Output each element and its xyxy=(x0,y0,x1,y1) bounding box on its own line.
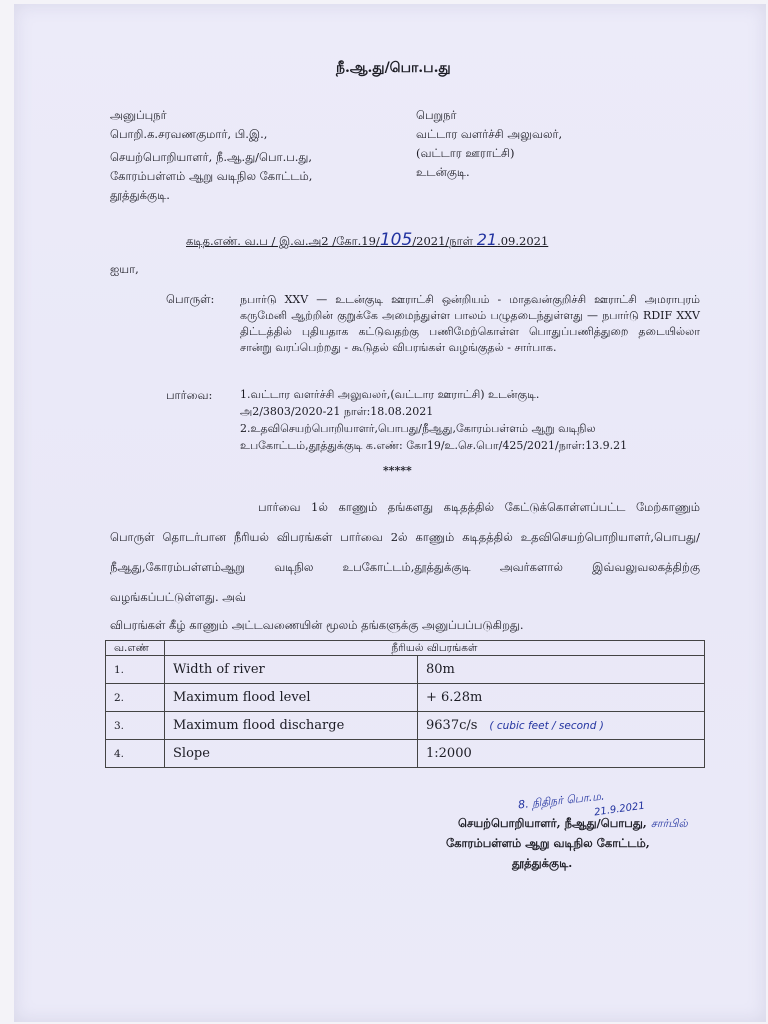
sender-line: கோரம்பள்ளம் ஆறு வடிநில கோட்டம், xyxy=(110,169,313,183)
recipient-block xyxy=(416,106,562,182)
references-block xyxy=(240,386,627,454)
handwritten-unit-note: ( cubic feet / second ) xyxy=(489,720,604,732)
handwritten-on-behalf: சார்பில் xyxy=(650,817,688,830)
recipient-line: (வட்டார ஊராட்சி) xyxy=(416,146,515,160)
row-value: 80m xyxy=(418,656,705,684)
body-paragraph: பார்வை 1ல் காணும் தங்களது கடிதத்தில் கேட்டுக்கொள்ளப்பட்ட மேற்காணும் பொருள் தொடர்பான நீரியல் விபரங்கள் பார்வை 2ல் காணும் கடிதத்தில் உதவிசெயற்பொறியாளர்,பொபது/நீஆது,கோரம்பள்ளம்ஆறு வடிநில உபகோட்டம்,தூத்துக்குடி அவர்களால் இவ்வலுவலகத்திற்கு வழங்கப்பட்டுள்ளது. அவ் xyxy=(110,500,700,604)
row-value: + 6.28m xyxy=(418,684,705,712)
subject-label: பொருள்: xyxy=(166,292,215,306)
row-number: 2. xyxy=(106,684,165,712)
handwritten-signature-date: 21.9.2021 xyxy=(593,800,646,819)
salutation: ஐயா, xyxy=(110,262,139,276)
body-line-2: விபரங்கள் கீழ் காணும் அட்டவணையின் மூலம் தங்களுக்கு அனுப்பப்படுகிறது. xyxy=(110,618,524,632)
reference-item: 2.உதவிசெயற்பொறியாளர்,பொபது/நீஆது,கோரம்பள்ளம் ஆறு வடிநில xyxy=(240,422,596,435)
header-details: நீரியல் விபரங்கள் xyxy=(165,641,705,656)
recipient-line: உடன்குடி. xyxy=(416,165,470,179)
sender-heading: அனுப்புநர் xyxy=(110,108,167,122)
references-label: பார்வை: xyxy=(166,388,213,402)
letterhead: நீ.ஆ.து/பொ.ப.து xyxy=(336,60,451,76)
handwritten-day: 21 xyxy=(476,230,498,249)
row-value: 9637c/s xyxy=(426,718,478,733)
table-row xyxy=(106,684,705,712)
row-number: 1. xyxy=(106,656,165,684)
row-number: 4. xyxy=(106,740,165,768)
subject-text: நபார்டு XXV — உடன்குடி ஊராட்சி ஒன்றியம் - மாதவன்குறிச்சி ஊராட்சி அமராபுரம் கருமேனி ஆற்றின் குறுக்கே அமைந்துள்ள பாலம் பழுதடைந்துள்ளது — நபார்டு RDIF XXV திட்டத்தில் புதியதாக கட்டுவதற்கு பணிமேற்கொள்ள பொதுப்பணித்துறை தடையில்லா சான்று வரப்பெற்றது - கூடுதல் விபரங்கள் வழங்குதல் - சார்பாக. xyxy=(240,293,700,354)
separator: ***** xyxy=(383,464,412,477)
reference-suffix: .09.2021 xyxy=(497,234,549,248)
sender-line: செயற்பொறியாளர், நீ.ஆ.து/பொ.ப.து, xyxy=(110,150,313,164)
recipient-heading: பெறுநர் xyxy=(416,108,457,122)
signatory-office: கோரம்பள்ளம் ஆறு வடிநில கோட்டம், xyxy=(446,836,650,850)
row-item: Width of river xyxy=(165,656,418,684)
signatory-title xyxy=(458,816,688,832)
reference-item: உபகோட்டம்,தூத்துக்குடி க.எண்: கோ19/உ.செ.பொ/425/2021/நாள்:13.9.21 xyxy=(240,439,628,452)
sender-line: தூத்துக்குடி. xyxy=(110,188,170,202)
reference-item: அ2/3803/2020-21 நாள்:18.08.2021 xyxy=(240,405,434,418)
table-row xyxy=(106,740,705,768)
reference-item: 1.வட்டார வளர்ச்சி அலுவலர்,(வட்டார ஊராட்சி) உடன்குடி. xyxy=(240,388,540,401)
handwritten-signature: 8. நிதிநர் பொ.ம. xyxy=(517,789,606,812)
reference-prefix: கடித.எண். வ.ப / இ.வ.அ2 /கோ.19/ xyxy=(186,234,380,248)
signatory-title-text: செயற்பொறியாளர், நீஆது/பொபது, xyxy=(458,816,647,830)
handwritten-reference-number: 105 xyxy=(379,230,413,250)
header-serial: வ.எண் xyxy=(106,641,165,656)
row-item: Maximum flood level xyxy=(165,684,418,712)
sender-block xyxy=(110,106,312,205)
table-row xyxy=(106,712,705,740)
table-row xyxy=(106,656,705,684)
row-value: 1:2000 xyxy=(418,740,705,768)
reference-line xyxy=(186,230,548,250)
row-number: 3. xyxy=(106,712,165,740)
row-item: Slope xyxy=(165,740,418,768)
row-item: Maximum flood discharge xyxy=(165,712,418,740)
table-header-row xyxy=(106,641,705,656)
hydrology-table xyxy=(105,640,705,768)
row-value-cell xyxy=(418,712,705,740)
sender-line: பொறி.க.சரவணகுமார், பி.இ., xyxy=(110,127,268,141)
reference-mid: /2021/நாள் xyxy=(412,234,474,248)
recipient-line: வட்டார வளர்ச்சி அலுவலர், xyxy=(416,127,563,141)
signatory-city: தூத்துக்குடி. xyxy=(512,856,573,870)
